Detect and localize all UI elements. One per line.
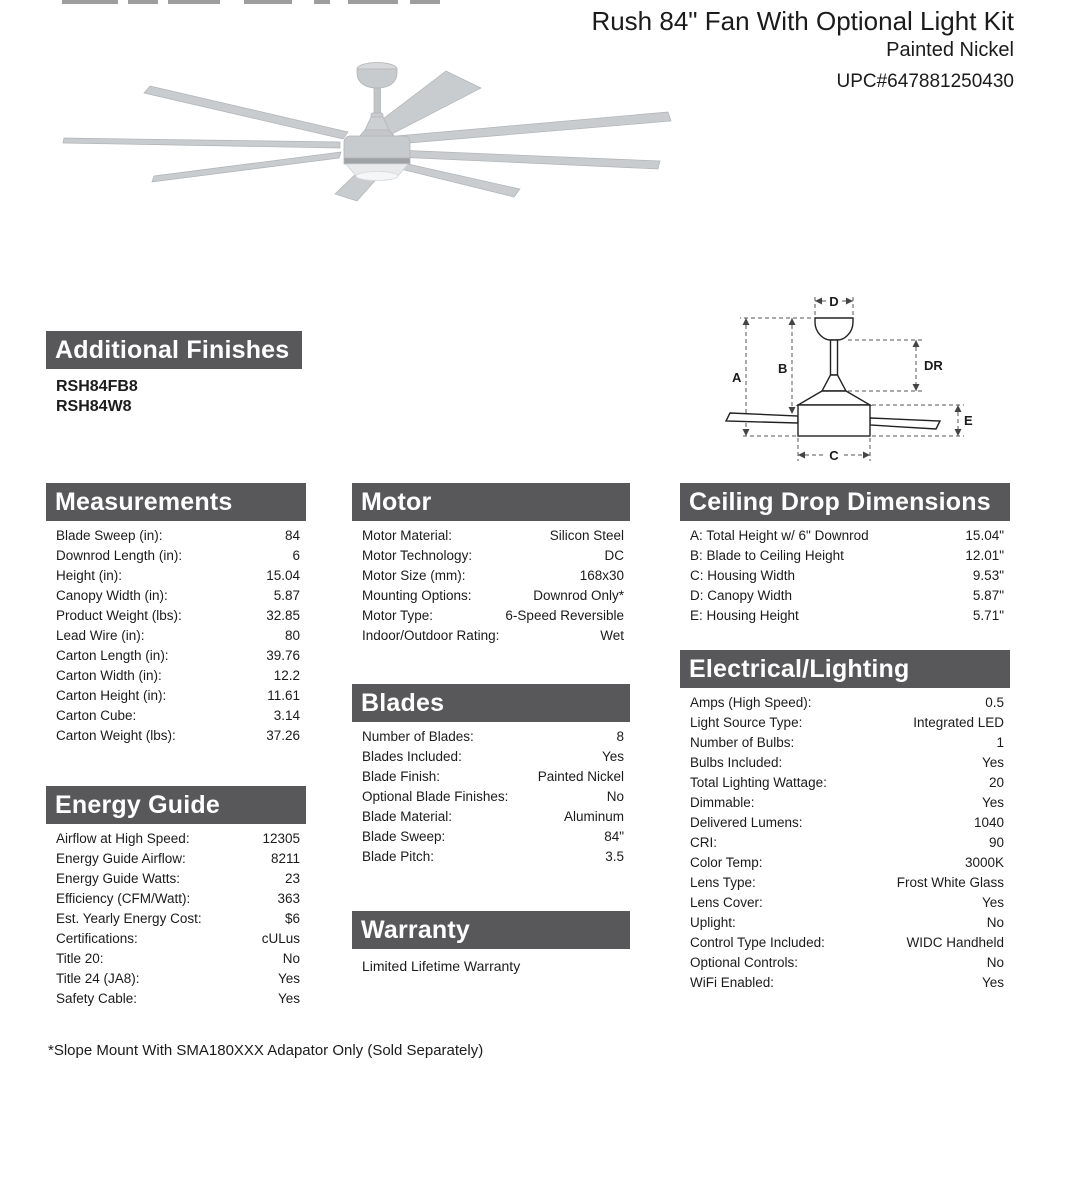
spec-value: 37.26 (266, 728, 300, 743)
spec-row (690, 753, 1004, 773)
spec-label: Light Source Type: (690, 715, 803, 730)
spec-value: Yes (981, 795, 1004, 810)
spec-value: 39.76 (266, 648, 300, 663)
spec-row (56, 929, 300, 949)
section-title: Warranty (361, 916, 471, 944)
measurements-panel (46, 483, 306, 746)
spec-label: Bulbs Included: (690, 755, 783, 770)
spec-label: Blade Finish: (362, 769, 441, 784)
spec-label: C: Housing Width (690, 568, 796, 583)
spec-value: 12.01" (965, 548, 1004, 563)
energy-guide-header (46, 786, 306, 824)
spec-value: 84 (284, 528, 300, 543)
spec-label: Product Weight (lbs): (56, 608, 182, 623)
spec-row (362, 586, 624, 606)
spec-label: WiFi Enabled: (690, 975, 775, 990)
warranty-panel (352, 911, 630, 974)
additional-finishes-header (46, 331, 302, 369)
finish-model-number: RSH84FB8 (56, 378, 138, 395)
warranty-text: Limited Lifetime Warranty (362, 958, 521, 974)
spec-row (56, 949, 300, 969)
spec-label: Lens Type: (690, 875, 756, 890)
blades-rows (352, 722, 630, 867)
section-title: Electrical/Lighting (689, 655, 910, 683)
spec-row (690, 813, 1004, 833)
warranty-header (352, 911, 630, 949)
spec-label: D: Canopy Width (690, 588, 793, 603)
dim-label-b: B (778, 361, 788, 376)
spec-row (690, 733, 1004, 753)
spec-value: 8 (616, 729, 624, 744)
spec-label: Title 20: (56, 951, 104, 966)
dim-label-a: A (732, 370, 742, 385)
cropped-logo-marks (0, 0, 500, 6)
finish-name: Painted Nickel (886, 39, 1014, 61)
spec-row (56, 829, 300, 849)
electrical-rows (680, 688, 1010, 993)
spec-row (690, 693, 1004, 713)
ceiling-drop-header (680, 483, 1010, 521)
spec-row (362, 606, 624, 626)
spec-label: Title 24 (JA8): (56, 971, 140, 986)
spec-row (56, 889, 300, 909)
spec-row (362, 546, 624, 566)
spec-label: CRI: (690, 835, 717, 850)
spec-row (690, 833, 1004, 853)
spec-label: Safety Cable: (56, 991, 138, 1006)
spec-row (690, 793, 1004, 813)
spec-label: Canopy Width (in): (56, 588, 168, 603)
additional-finishes-panel (46, 331, 302, 417)
section-title: Energy Guide (55, 791, 220, 819)
spec-value: Wet (600, 628, 624, 643)
spec-label: Motor Size (mm): (362, 568, 466, 583)
spec-label: Motor Technology: (362, 548, 473, 563)
spec-label: Lens Cover: (690, 895, 763, 910)
spec-label: Carton Width (in): (56, 668, 162, 683)
spec-label: Control Type Included: (690, 935, 825, 950)
spec-row (690, 973, 1004, 993)
ceiling-drop-panel (680, 483, 1010, 626)
spec-label: Blade Pitch: (362, 849, 435, 864)
spec-row (690, 933, 1004, 953)
spec-value: Frost White Glass (896, 875, 1004, 890)
spec-value: Yes (981, 975, 1004, 990)
ceiling-drop-diagram (712, 285, 982, 470)
spec-value: 15.04" (965, 528, 1004, 543)
spec-value: 32.85 (266, 608, 300, 623)
spec-value: 9.53" (972, 568, 1004, 583)
spec-row (56, 606, 300, 626)
spec-label: Efficiency (CFM/Watt): (56, 891, 191, 906)
spec-row (56, 566, 300, 586)
spec-label: Mounting Options: (362, 588, 472, 603)
spec-value: 80 (284, 628, 300, 643)
section-title: Ceiling Drop Dimensions (689, 488, 991, 516)
spec-label: Airflow at High Speed: (56, 831, 190, 846)
spec-value: Painted Nickel (537, 769, 624, 784)
spec-row (690, 953, 1004, 973)
spec-label: Blade Sweep: (362, 829, 446, 844)
electrical-lighting-header (680, 650, 1010, 688)
spec-row (690, 713, 1004, 733)
spec-label: Energy Guide Watts: (56, 871, 181, 886)
spec-value: 3000K (964, 855, 1004, 870)
spec-row (690, 773, 1004, 793)
spec-row (56, 726, 300, 746)
dim-label-c: C (829, 448, 839, 463)
spec-value: 3.14 (273, 708, 300, 723)
spec-value: No (986, 955, 1004, 970)
spec-value: 84" (604, 829, 624, 844)
spec-row (362, 827, 624, 847)
spec-value: 5.87 (273, 588, 300, 603)
spec-row (56, 666, 300, 686)
spec-value: WIDC Handheld (906, 935, 1004, 950)
motor-panel (352, 483, 630, 646)
motor-header (352, 483, 630, 521)
spec-value: 11.61 (267, 688, 300, 703)
dim-label-d: D (829, 294, 839, 309)
spec-label: Certifications: (56, 931, 138, 946)
measurements-header (46, 483, 306, 521)
spec-label: Blade Sweep (in): (56, 528, 163, 543)
spec-row (56, 586, 300, 606)
spec-row (56, 706, 300, 726)
spec-label: Height (in): (56, 568, 123, 583)
finish-list (46, 369, 302, 417)
spec-row (690, 586, 1004, 606)
spec-value: Yes (981, 895, 1004, 910)
section-title: Motor (361, 488, 432, 516)
spec-value: Yes (277, 991, 300, 1006)
spec-value: No (606, 789, 624, 804)
spec-value: 6 (292, 548, 300, 563)
spec-row (690, 566, 1004, 586)
fan-product-image (40, 58, 700, 248)
spec-value: 15.04 (266, 568, 300, 583)
spec-value: No (986, 915, 1004, 930)
spec-value: No (282, 951, 300, 966)
spec-label: Downrod Length (in): (56, 548, 183, 563)
spec-label: Carton Weight (lbs): (56, 728, 176, 743)
energy-guide-rows (46, 824, 306, 1009)
blades-panel (352, 684, 630, 867)
ceiling-drop-rows (680, 521, 1010, 626)
spec-label: Lead Wire (in): (56, 628, 145, 643)
spec-row (56, 646, 300, 666)
spec-label: Total Lighting Wattage: (690, 775, 827, 790)
spec-row (362, 767, 624, 787)
spec-label: Carton Length (in): (56, 648, 169, 663)
page-title: Rush 84" Fan With Optional Light Kit (591, 6, 1014, 36)
upc-code: UPC#647881250430 (836, 71, 1014, 92)
energy-guide-panel (46, 786, 306, 1009)
spec-row (690, 546, 1004, 566)
spec-value: 6-Speed Reversible (505, 608, 624, 623)
section-title: Blades (361, 689, 445, 717)
spec-row (362, 747, 624, 767)
spec-row (362, 847, 624, 867)
spec-value: 5.71" (972, 608, 1004, 623)
spec-value: 0.5 (985, 695, 1004, 710)
spec-row (56, 909, 300, 929)
finish-model-number: RSH84W8 (56, 398, 132, 415)
spec-value: 1 (996, 735, 1004, 750)
spec-label: Delivered Lumens: (690, 815, 803, 830)
dim-label-e: E (964, 413, 973, 428)
spec-label: Uplight: (690, 915, 736, 930)
spec-label: Number of Bulbs: (690, 735, 795, 750)
section-title: Measurements (55, 488, 233, 516)
spec-label: Motor Material: (362, 528, 453, 543)
spec-value: Integrated LED (913, 715, 1004, 730)
spec-label: A: Total Height w/ 6" Downrod (690, 528, 869, 543)
motor-rows (352, 521, 630, 646)
section-title: Additional Finishes (55, 336, 290, 364)
slope-mount-footnote: *Slope Mount With SMA180XXX Adapator Only (Sold Separately) (48, 1042, 484, 1059)
spec-value: cULus (261, 931, 300, 946)
blades-header (352, 684, 630, 722)
spec-label: Optional Controls: (690, 955, 799, 970)
spec-row (690, 606, 1004, 626)
spec-label: B: Blade to Ceiling Height (690, 548, 844, 563)
spec-label: Est. Yearly Energy Cost: (56, 911, 202, 926)
spec-label: Amps (High Speed): (690, 695, 812, 710)
spec-label: Optional Blade Finishes: (362, 789, 509, 804)
spec-value: Yes (981, 755, 1004, 770)
spec-row (362, 807, 624, 827)
spec-label: Carton Cube: (56, 708, 137, 723)
spec-value: 1040 (973, 815, 1004, 830)
spec-value: 168x30 (579, 568, 624, 583)
spec-row (56, 626, 300, 646)
spec-label: Number of Blades: (362, 729, 474, 744)
spec-value: 3.5 (605, 849, 624, 864)
spec-value: Yes (277, 971, 300, 986)
spec-row (690, 913, 1004, 933)
spec-row (690, 526, 1004, 546)
spec-row (56, 849, 300, 869)
spec-row (56, 546, 300, 566)
spec-row (690, 853, 1004, 873)
spec-row (362, 727, 624, 747)
spec-label: Motor Type: (362, 608, 434, 623)
spec-value: 12305 (262, 831, 300, 846)
spec-value: 20 (988, 775, 1004, 790)
spec-label: Blade Material: (362, 809, 453, 824)
spec-value: $6 (284, 911, 300, 926)
dim-label-dr: DR (924, 358, 943, 373)
spec-value: Aluminum (563, 809, 624, 824)
spec-value: 5.87" (972, 588, 1004, 603)
spec-row (362, 566, 624, 586)
spec-row (362, 626, 624, 646)
spec-row (56, 869, 300, 889)
electrical-lighting-panel (680, 650, 1010, 993)
spec-label: Indoor/Outdoor Rating: (362, 628, 500, 643)
spec-row (56, 526, 300, 546)
spec-value: DC (604, 548, 624, 563)
spec-label: E: Housing Height (690, 608, 799, 623)
spec-value: 12.2 (273, 668, 300, 683)
spec-value: 8211 (270, 851, 300, 866)
spec-value: Silicon Steel (549, 528, 624, 543)
spec-value: 90 (988, 835, 1004, 850)
spec-row (56, 989, 300, 1009)
spec-row (56, 686, 300, 706)
spec-row (690, 893, 1004, 913)
spec-label: Color Temp: (690, 855, 763, 870)
measurements-rows (46, 521, 306, 746)
spec-label: Dimmable: (690, 795, 755, 810)
spec-value: Yes (601, 749, 624, 764)
spec-row (56, 969, 300, 989)
spec-row (362, 787, 624, 807)
spec-value: 363 (277, 891, 300, 906)
spec-label: Energy Guide Airflow: (56, 851, 186, 866)
spec-value: 23 (284, 871, 300, 886)
spec-label: Blades Included: (362, 749, 462, 764)
spec-value: Downrod Only* (533, 588, 624, 603)
spec-row (690, 873, 1004, 893)
spec-row (362, 526, 624, 546)
spec-label: Carton Height (in): (56, 688, 167, 703)
